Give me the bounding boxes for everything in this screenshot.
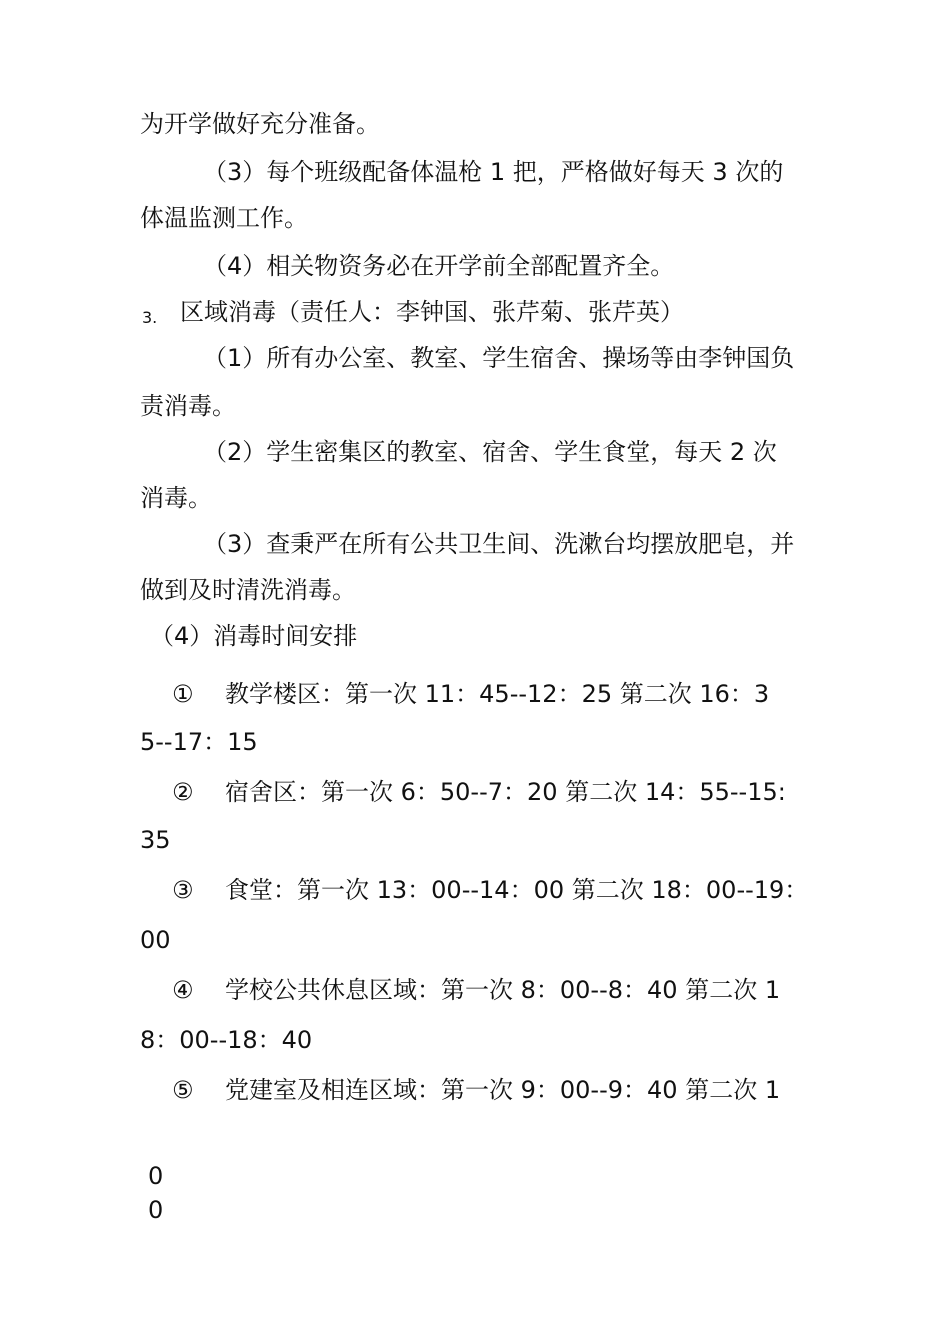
text-line: 为开学做好充分准备。 <box>140 110 380 138</box>
item-marker: ⑤ <box>172 1076 194 1104</box>
schedule-item-text: 党建室及相连区域：第一次 9：00--9：40 第二次 1 <box>225 1076 781 1104</box>
text-line: （3）每个班级配备体温枪 1 把，严格做好每天 3 次的 <box>203 158 784 186</box>
section-number: 3. <box>142 308 158 327</box>
schedule-item <box>172 874 194 906</box>
item-marker: ② <box>172 778 194 806</box>
text-line: 做到及时清洗消毒。 <box>140 576 356 604</box>
schedule-item <box>172 776 194 808</box>
item-marker: ③ <box>172 876 194 904</box>
text-line: （1）所有办公室、教室、学生宿舍、操场等由李钟国负 <box>203 344 795 372</box>
text-line: 5--17：15 <box>140 728 258 756</box>
schedule-item-text: 宿舍区：第一次 6：50--7：20 第二次 14：55--15: <box>225 778 786 806</box>
text-line: 消毒。 <box>140 484 212 512</box>
stray-digit: 0 <box>148 1162 164 1190</box>
text-line: 责消毒。 <box>140 392 236 420</box>
text-line: （3）查秉严在所有公共卫生间、洗漱台均摆放肥皂，并 <box>203 530 795 558</box>
text-line: （2）学生密集区的教室、宿舍、学生食堂，每天 2 次 <box>203 438 777 466</box>
text-line: 35 <box>140 826 171 854</box>
stray-digit: 0 <box>148 1196 164 1224</box>
text-line: 8：00--18：40 <box>140 1026 313 1054</box>
section-heading: 区域消毒（责任人：李钟国、张芹菊、张芹英） <box>180 298 684 326</box>
text-line: 体温监测工作。 <box>140 204 308 232</box>
item-marker: ④ <box>172 976 194 1004</box>
schedule-item-text: 教学楼区：第一次 11：45--12：25 第二次 16：3 <box>225 680 770 708</box>
schedule-item-text: 学校公共休息区域：第一次 8：00--8：40 第二次 1 <box>225 976 781 1004</box>
schedule-item <box>172 1074 194 1106</box>
schedule-item-text: 食堂：第一次 13：00--14：00 第二次 18：00--19： <box>225 876 809 904</box>
item-marker: ① <box>172 680 194 708</box>
subheading: （4）消毒时间安排 <box>150 622 358 650</box>
text-line: 00 <box>140 926 171 954</box>
text-line: （4）相关物资务必在开学前全部配置齐全。 <box>203 252 675 280</box>
schedule-item <box>172 678 194 710</box>
schedule-item <box>172 974 194 1006</box>
